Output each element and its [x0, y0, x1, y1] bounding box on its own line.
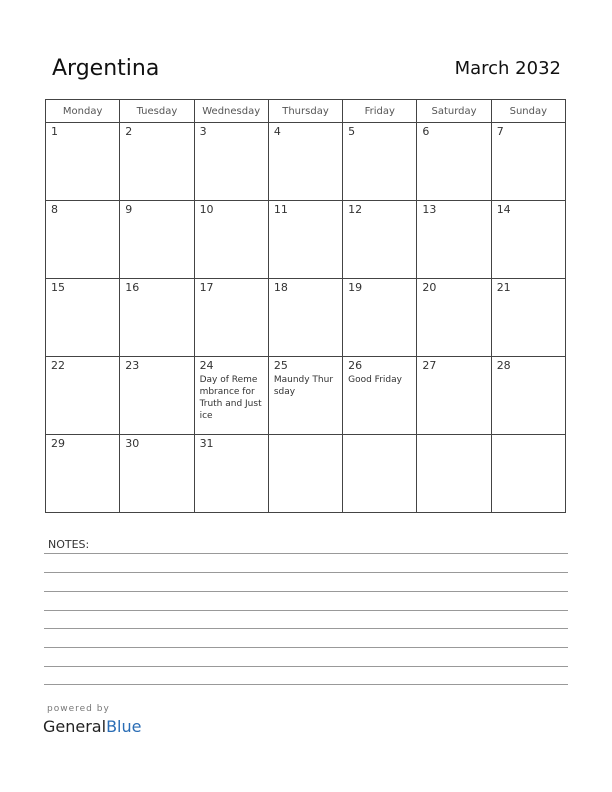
day-cell-content	[120, 435, 193, 454]
powered-by-text: powered by	[47, 704, 110, 714]
day-cell-content	[269, 357, 342, 400]
calendar-day-cell	[343, 201, 417, 279]
day-number: 8	[51, 203, 58, 216]
calendar-day-cell	[120, 279, 194, 357]
day-cell-content	[46, 123, 119, 142]
month-calendar-grid	[45, 99, 566, 513]
note-line	[44, 591, 568, 592]
weekday-header: Saturday	[417, 100, 491, 123]
day-number: 14	[496, 203, 511, 216]
calendar-day-cell	[268, 279, 342, 357]
calendar-day-cell	[417, 201, 491, 279]
day-number: 9	[125, 203, 133, 216]
note-line	[44, 610, 568, 611]
calendar-day-cell	[343, 279, 417, 357]
note-line	[44, 572, 568, 573]
day-cell-content	[195, 357, 268, 424]
calendar-day-cell	[268, 123, 342, 201]
calendar-day-cell	[46, 279, 120, 357]
calendar-day-cell	[343, 435, 417, 513]
day-number: 28	[496, 359, 511, 372]
day-cell-content	[343, 123, 416, 142]
day-number: 7	[496, 125, 504, 138]
day-number: 30	[125, 437, 140, 450]
calendar-week-row	[46, 357, 566, 435]
calendar-day-cell	[417, 279, 491, 357]
calendar-day-cell	[491, 279, 565, 357]
day-cell-content	[46, 279, 119, 298]
day-cell-content	[195, 435, 268, 454]
day-number: 22	[51, 359, 65, 372]
calendar-day-cell	[46, 357, 120, 435]
day-cell-content	[195, 123, 268, 142]
calendar-day-cell	[120, 435, 194, 513]
calendar-day-cell	[491, 123, 565, 201]
day-cell-content	[417, 435, 490, 440]
calendar-day-cell	[194, 279, 268, 357]
note-line	[44, 628, 568, 629]
weekday-header: Wednesday	[194, 100, 268, 123]
calendar-day-cell	[268, 435, 342, 513]
day-cell-content	[120, 123, 193, 142]
day-cell-content	[269, 279, 342, 298]
day-cell-content	[343, 279, 416, 298]
day-number: 26	[348, 359, 363, 372]
weekday-header: Thursday	[268, 100, 342, 123]
calendar-day-cell	[120, 201, 194, 279]
day-number: 18	[273, 281, 288, 294]
day-cell-content	[46, 435, 119, 454]
calendar-day-cell	[268, 357, 342, 435]
day-cell-content	[46, 201, 119, 220]
day-number: 12	[348, 203, 363, 216]
holiday-label: Good Friday	[348, 375, 402, 385]
calendar-day-cell	[491, 435, 565, 513]
note-line	[44, 684, 568, 685]
weekday-header-row	[46, 100, 566, 123]
day-number: 6	[422, 125, 430, 138]
day-number: 20	[422, 281, 437, 294]
day-cell-content	[417, 357, 490, 376]
calendar-day-cell	[268, 201, 342, 279]
day-cell-content	[492, 357, 565, 376]
note-line	[44, 647, 568, 648]
calendar-day-cell	[417, 357, 491, 435]
day-number: 3	[199, 125, 207, 138]
day-cell-content	[343, 201, 416, 220]
calendar-day-cell	[194, 435, 268, 513]
day-number: 21	[496, 281, 511, 294]
holiday-label: Day of Remembrance for Truth and Justice	[199, 375, 262, 421]
day-number: 4	[273, 125, 281, 138]
calendar-day-cell	[417, 123, 491, 201]
day-number: 19	[348, 281, 363, 294]
day-cell-content	[269, 123, 342, 142]
day-cell-content	[46, 357, 119, 376]
weekday-header: Tuesday	[120, 100, 194, 123]
calendar-week-row	[46, 279, 566, 357]
calendar-day-cell	[491, 357, 565, 435]
calendar-body	[46, 123, 566, 513]
note-line	[44, 666, 568, 667]
calendar-day-cell	[46, 123, 120, 201]
day-number: 5	[348, 125, 356, 138]
weekday-header: Monday	[46, 100, 120, 123]
calendar-day-cell	[46, 435, 120, 513]
brand-blue: Blue	[106, 717, 142, 736]
day-cell-content	[195, 279, 268, 298]
day-number: 2	[125, 125, 133, 138]
day-cell-content	[492, 435, 565, 440]
day-number: 15	[51, 281, 65, 294]
day-cell-content	[120, 357, 193, 376]
calendar-day-cell	[343, 357, 417, 435]
day-cell-content	[417, 123, 490, 142]
brand-general: General	[43, 717, 107, 736]
generalblue-logo	[43, 717, 141, 736]
holiday-label: Maundy Thursday	[273, 375, 334, 397]
calendar-day-cell	[194, 123, 268, 201]
calendar-country-title: Argentina	[52, 56, 160, 81]
day-number: 1	[51, 125, 58, 138]
calendar-day-cell	[46, 201, 120, 279]
day-cell-content	[269, 201, 342, 220]
day-cell-content	[492, 279, 565, 298]
notes-label: NOTES:	[48, 538, 90, 551]
note-line	[44, 553, 568, 554]
calendar-week-row	[46, 201, 566, 279]
day-cell-content	[195, 201, 268, 220]
calendar-week-row	[46, 123, 566, 201]
weekday-header: Sunday	[491, 100, 565, 123]
day-number: 16	[125, 281, 140, 294]
day-number: 17	[199, 281, 214, 294]
day-number: 27	[422, 359, 437, 372]
day-cell-content	[343, 435, 416, 440]
calendar-week-row	[46, 435, 566, 513]
calendar-month-title: March 2032	[454, 58, 561, 79]
day-number: 23	[125, 359, 140, 372]
day-cell-content	[120, 201, 193, 220]
day-cell-content	[343, 357, 416, 388]
calendar-day-cell	[417, 435, 491, 513]
day-cell-content	[417, 201, 490, 220]
day-number: 11	[273, 203, 288, 216]
day-number: 31	[199, 437, 214, 450]
day-number: 13	[422, 203, 437, 216]
calendar-day-cell	[194, 357, 268, 435]
weekday-header: Friday	[343, 100, 417, 123]
day-cell-content	[269, 435, 342, 440]
day-cell-content	[417, 279, 490, 298]
calendar-day-cell	[120, 123, 194, 201]
day-number: 29	[51, 437, 65, 450]
day-cell-content	[492, 123, 565, 142]
day-number: 24	[199, 359, 214, 372]
calendar-day-cell	[120, 357, 194, 435]
day-cell-content	[492, 201, 565, 220]
day-number: 10	[199, 203, 214, 216]
calendar-day-cell	[491, 201, 565, 279]
day-cell-content	[120, 279, 193, 298]
calendar-day-cell	[194, 201, 268, 279]
calendar-day-cell	[343, 123, 417, 201]
day-number: 25	[273, 359, 288, 372]
